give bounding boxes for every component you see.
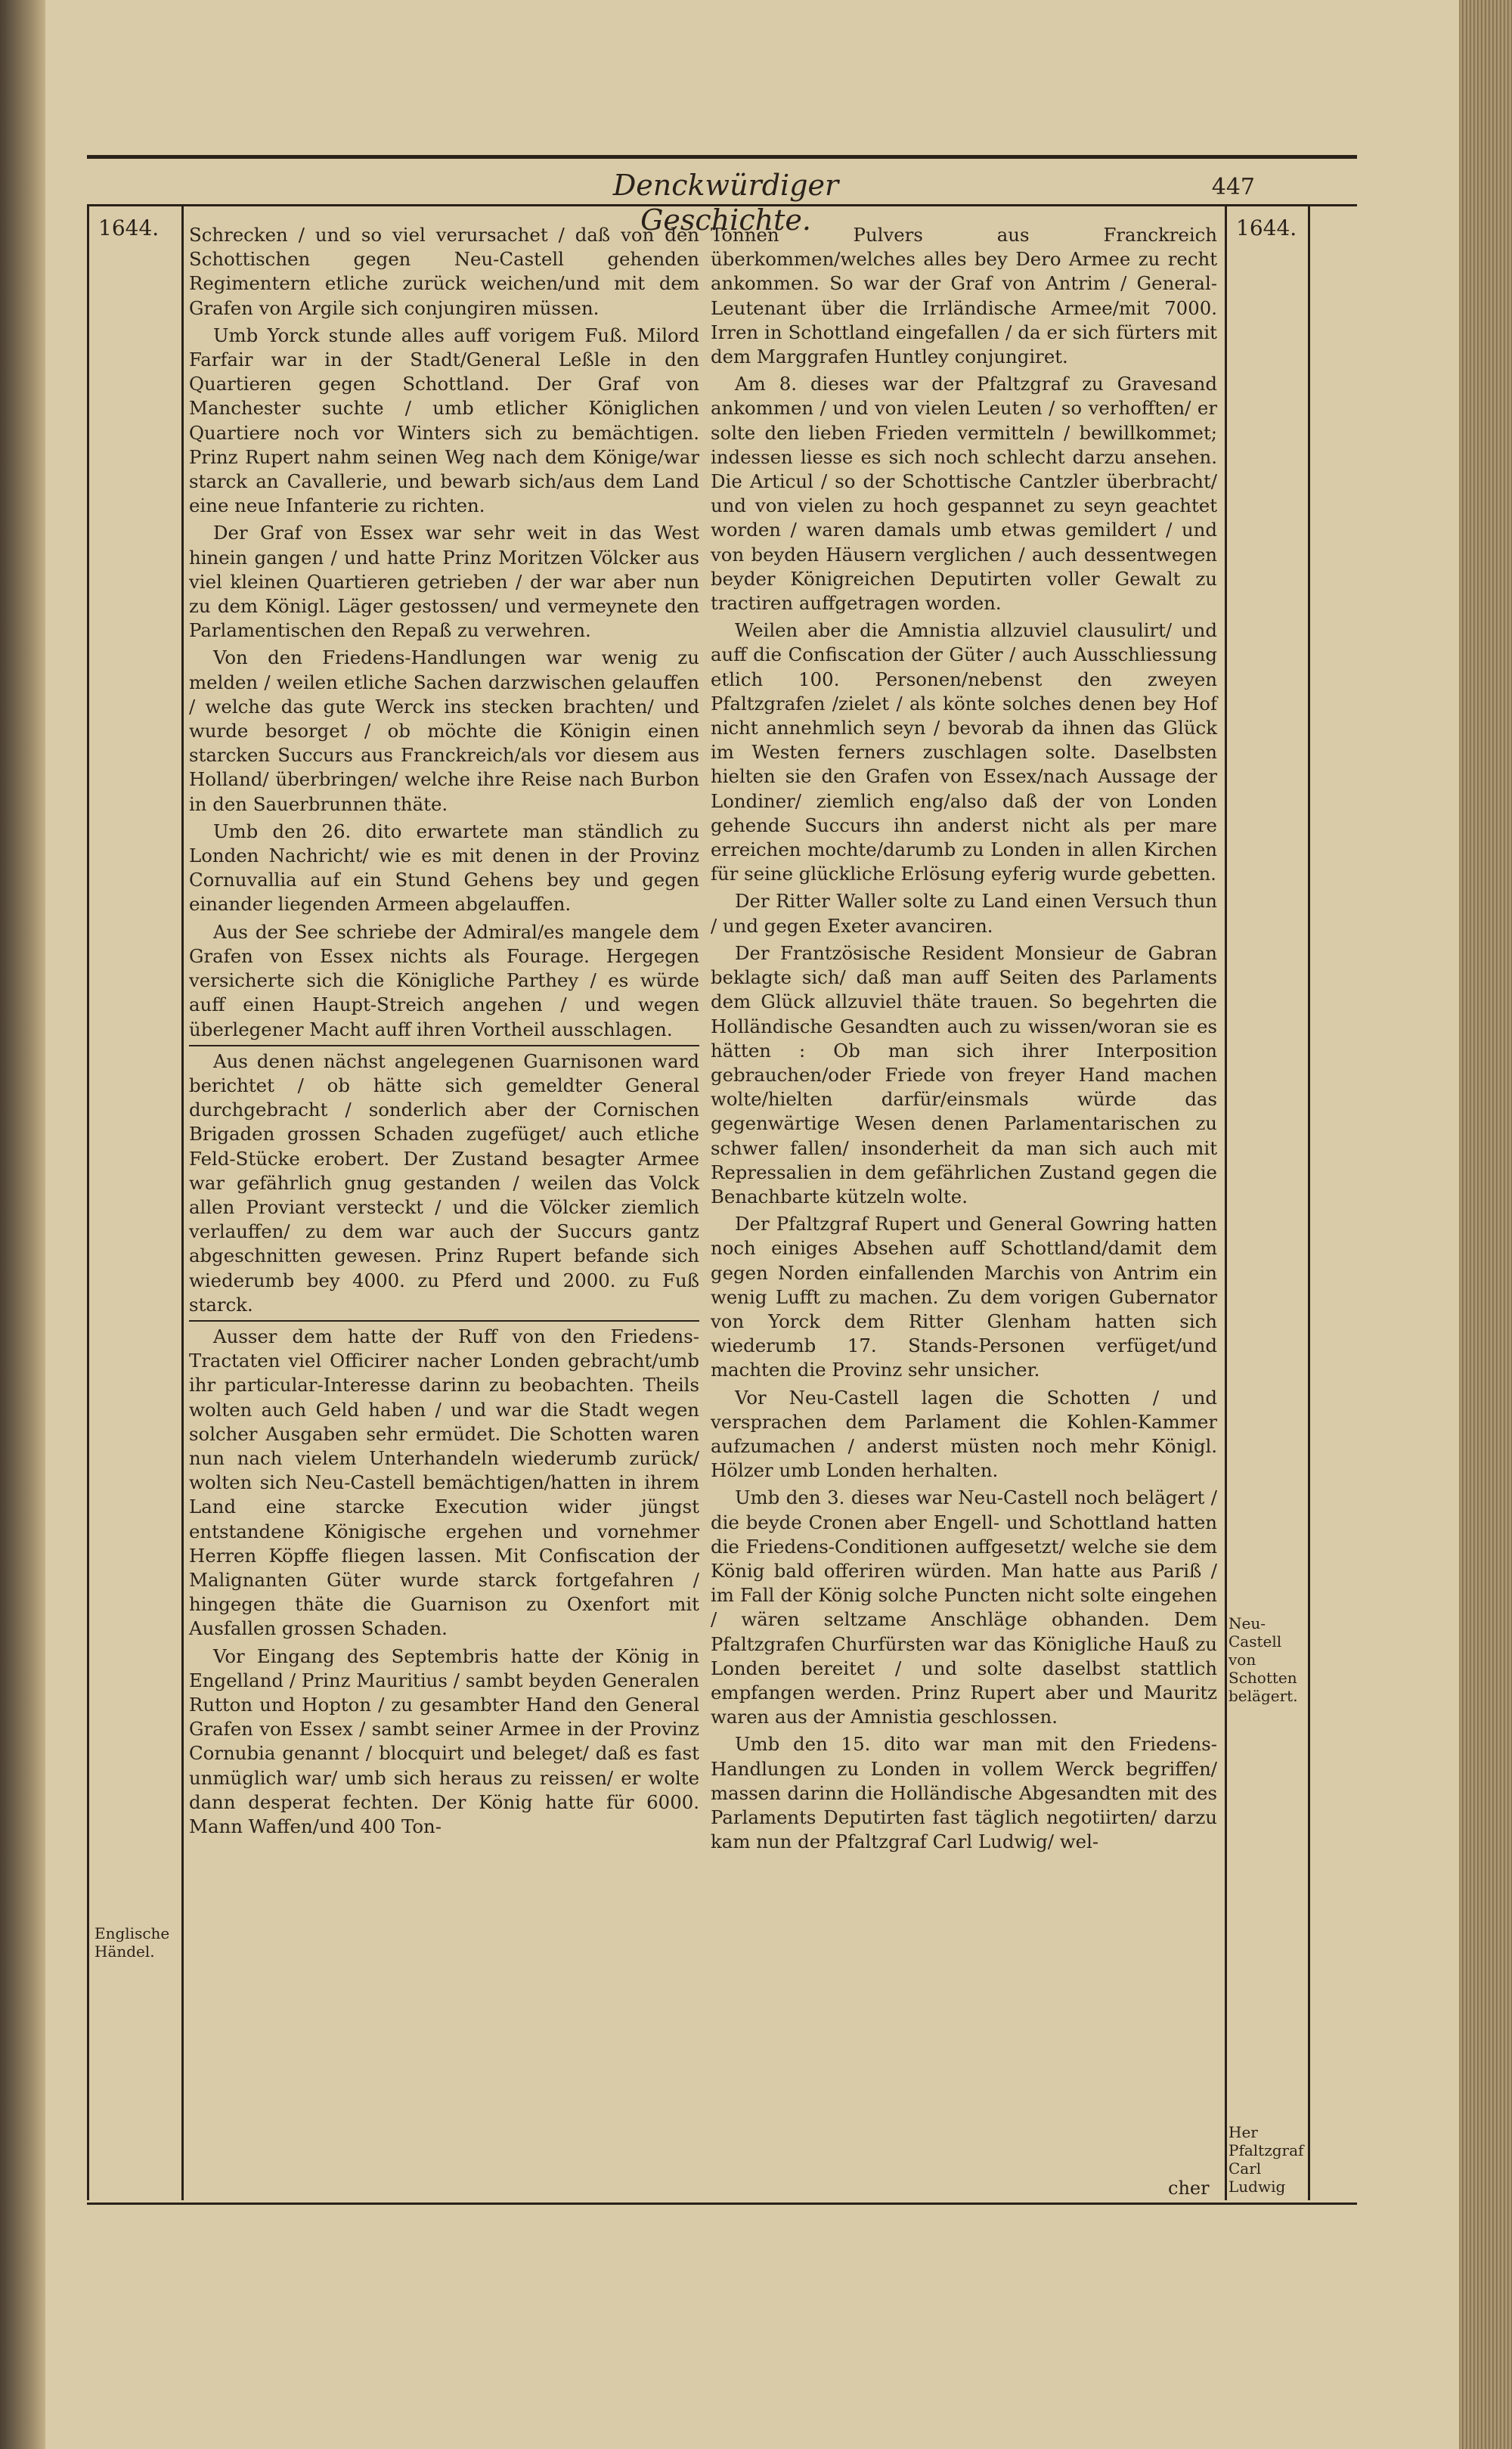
page-foredge	[1459, 0, 1512, 2449]
paragraph: Am 8. dieses war der Pfaltzgraf zu Gravesand ankommen / und von vielen Leuten / so verhofften/ er solte den lieben Frieden vermitteln / bewillkommet; indessen liesse es sich noch schlecht darzu ansehen. Die Articul / so der Schottische Cantzler überbracht/ und von vielen zu hoch gespannet zu seyn geachtet worden / waren damals umb etwas gemildert / und von beyden Häusern verglichen / auch dessentwegen beyder Königreichen Deputirten voller Gewalt zu tractiren auffgetragen worden.	[711, 373, 1217, 615]
paragraph: Weilen aber die Amnistia allzuviel clausulirt/ und auff die Confiscation der Güter / auch Ausschliessung etlich 100. Personen/nebenst den zweyen Pfaltzgrafen /zielet / als könte solches denen bey Hof nicht annehmlich seyn / bevorab da ihnen das Glück im Westen ferners zuschlagen solte. Daselbsten hielten sie den Grafen von Essex/nach Aussage der Londiner/ ziemlich eng/also daß der von Londen gehende Succurs ihn anderst nicht als per mare erreichen mochte/darumb zu Londen in allen Kirchen für seine glückliche Erlösung eyferig wurde gebetten.	[711, 619, 1217, 885]
binding-gutter	[0, 0, 45, 2449]
paragraph: Der Graf von Essex war sehr weit in das West hinein gangen / und hatte Prinz Moritzen Völcker aus viel kleinen Quartieren getrieben / der war aber nun zu dem Königl. Läger gestossen/ und vermeynete den Parlamentischen den Repaß zu verwehren.	[189, 522, 699, 642]
margin-note-right-1: Neu-Castell von Schotten belägert.	[1228, 1614, 1298, 1705]
left-column-rule	[181, 204, 184, 2200]
paragraph: Von den Friedens-Handlungen war wenig zu melden / weilen etliche Sachen darzwischen gelauffen / welche das gute Werck ins stecken brachten/ und wurde besorget / ob möchte die Königin einen starcken Succurs aus Franckreich/als vor diesem aus Holland/ überbringen/ welche ihre Reise nach Burbon in den Sauerbrunnen thäte.	[189, 646, 699, 815]
frame-left-rule	[87, 204, 89, 2200]
catchword: cher	[1168, 2178, 1210, 2199]
paragraph: Umb den 15. dito war man mit den Friedens-Handlungen zu Londen in vollem Werck begriffen/ massen darinn die Holländische Abgesandten mit des Parlaments Deputirten fast täglich negotiirten/ darzu kam nun der Pfaltzgraf Carl Ludwig/ wel-	[711, 1733, 1217, 1853]
year-right: 1644.	[1236, 215, 1297, 240]
paragraph: Umb den 3. dieses war Neu-Castell noch belägert / die beyde Cronen aber Engell- und Schottland hatten die Friedens-Conditionen auffgesetzt/ welche sie dem König bald offeriren würden. Man hatte aus Pariß / im Fall der König solche Puncten nicht solte eingehen / wären seltzame Anschläge obhanden. Dem Pfaltzgrafen Churfürsten war das Königliche Hauß zu Londen bereitet / und solte daselbst stattlich empfangen werden. Prinz Rupert aber und Mauritz waren aus der Amnistia geschlossen.	[711, 1486, 1217, 1728]
paragraph: Ausser dem hatte der Ruff von den Friedens-Tractaten viel Officirer nacher Londen gebracht/umb ihr particular-Interesse darinn zu beobachten. Theils wolten auch Geld haben / und war die Stadt wegen solcher Ausgaben sehr ermüdet. Die Schotten waren nun nach vielem Unterhandeln wiederumb zurück/ wolten sich Neu-Castell bemächtigen/hatten in ihrem Land eine starcke Execution wider jüngst entstandene Königische ergehen und vornehmer Herren Köpffe fliegen lassen. Mit Confiscation der Malignanten Güter wurde starck fortgefahren / hingegen thäte die Guarnison zu Oxenfort mit Ausfallen grossen Schaden.	[189, 1320, 699, 1641]
running-title: Denckwürdiger Geschichte.	[612, 169, 839, 237]
paragraph: Umb den 26. dito erwartete man ständlich zu Londen Nachricht/ wie es mit denen in der Provinz Cornuvallia auf ein Stund Gehens bey und gegen einander liegenden Armeen abgelauffen.	[189, 820, 699, 916]
paragraph: Schrecken / und so viel verursachet / daß von den Schottischen gegen Neu-Castell gehenden Regimentern etliche zurück weichen/und mit dem Grafen von Argile sich conjungiren müssen.	[189, 224, 699, 319]
paragraph: Der Pfaltzgraf Rupert und General Gowring hatten noch einiges Absehen auff Schottland/damit dem gegen Norden einfallenden Marchis von Antrim ein wenig Lufft zu machen. Zu dem vorigen Gubernator von Yorck dem Ritter Glenham hatten sich wiederumb 17. Stands-Personen verfüget/und machten die Provinz sehr unsicher.	[711, 1213, 1217, 1381]
paragraph: Aus denen nächst angelegenen Guarnisonen ward berichtet / ob hätte sich gemeldter General durchgebracht / sonderlich aber der Cornischen Brigaden grossen Schaden zugefüget/ auch etliche Feld-Stücke erobert. Der Zustand besagter Armee war gefährlich gnug gestanden / weilen das Volck allen Proviant versteckt / und die Völcker ziemlich verlauffen/ zu dem war auch der Succurs gantz abgeschnitten gewesen. Prinz Rupert befande sich wiederumb bey 4000. zu Pferd und 2000. zu Fuß starck.	[189, 1045, 699, 1317]
left-text-column	[189, 223, 699, 1842]
paragraph: Der Frantzösische Resident Monsieur de Gabran beklagte sich/ daß man auff Seiten des Parlaments dem Glück allzuviel thäte trauen. So begehrten die Holländische Gesandten auch zu wissen/woran sie es hätten : Ob man sich ihrer Interposition gebrauchen/oder Friede von freyer Hand machen wolte/hielten darfür/einsmals würde das gegenwärtige Wesen denen Parlamentarischen zu schwer fallen/ insonderheit da man sich auch mit Repressalien in dem gefährlichen Zustand gegen die Benachbarte kützeln wolte.	[711, 941, 1217, 1207]
margin-note-left: Englische Händel.	[94, 1924, 170, 1961]
year-left: 1644.	[98, 215, 160, 240]
right-text-column	[711, 223, 1217, 1857]
paragraph: Der Ritter Waller solte zu Land einen Versuch thun / und gegen Exeter avanciren.	[711, 890, 1217, 937]
paragraph: Tonnen Pulvers aus Franckreich überkommen/welches alles bey Dero Armee zu recht ankommen. So war der Graf von Antrim / General-Leutenant über die Irrländische Armee/mit 7000. Irren in Schottland eingefallen / da er sich fürters mit dem Marggrafen Huntley conjungiret.	[711, 224, 1217, 368]
paragraph: Umb Yorck stunde alles auff vorigem Fuß. Milord Farfair war in der Stadt/General Leßle in den Quartieren gegen Schottland. Der Graf von Manchester suchte / umb etlicher Königlichen Quartiere noch vor Winters sich zu bemächtigen. Prinz Rupert nahm seinen Weg nach dem Könige/war starck an Cavallerie, und bewarb sich/aus dem Land eine neue Infanterie zu richten.	[189, 324, 699, 517]
margin-note-right-2: Her Pfaltzgraf Carl Ludwig	[1228, 2123, 1304, 2196]
header-rule	[87, 155, 1357, 159]
right-column-rule	[1225, 204, 1227, 2200]
frame-right-rule	[1308, 204, 1310, 2200]
paragraph: Aus der See schriebe der Admiral/es mangele dem Grafen von Essex nichts als Fourage. Hergegen versicherte sich die Königliche Parthey / es würde auff einen Haupt-Streich angehen / und wegen überlegener Macht auff ihren Vortheil ausschlagen.	[189, 920, 699, 1040]
paragraph: Vor Eingang des Septembris hatte der König in Engelland / Prinz Mauritius / sambt beyden Generalen Rutton und Hopton / zu gesambter Hand den General Grafen von Essex / sambt seiner Armee in der Provinz Cornubia genannt / blocquirt und beleget/ daß es fast unmüglich war/ umb sich heraus zu reissen/ er wolte dann desperat fechten. Der König hatte für 6000. Mann Waffen/und 400 Ton-	[189, 1645, 699, 1837]
page-number: 447	[1211, 174, 1255, 200]
paragraph: Vor Neu-Castell lagen die Schotten / und versprachen dem Parlament die Kohlen-Kammer aufzumachen / anderst müsten noch mehr Königl. Hölzer umb Londen herhalten.	[711, 1386, 1217, 1482]
